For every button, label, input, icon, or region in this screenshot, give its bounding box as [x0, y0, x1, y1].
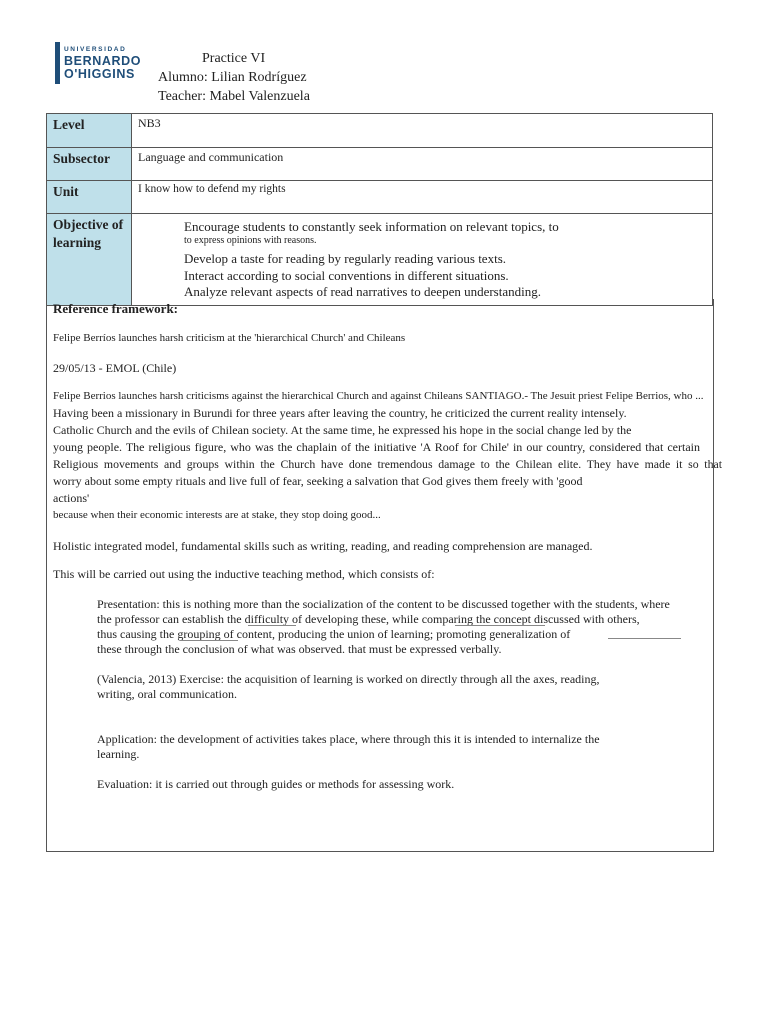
row-level: [47, 114, 713, 148]
logo-bar: [55, 42, 60, 84]
university-logo: [55, 42, 150, 84]
teacher-name: Teacher: Mabel Valenzuela: [158, 89, 310, 104]
objective-item: [162, 284, 541, 300]
objective-text: Interact according to social conventions in different situations.: [184, 268, 509, 283]
article-line: young people. The religious figure, who was the chaplain of the initiative 'A Roof for Chile' in our country, considered that certain: [53, 440, 700, 454]
logo-line-3: O'HIGGINS: [64, 67, 135, 81]
article-line: worry about some empty rituals and live full of fear, seeking a salvation that God gives them freely with 'good: [53, 474, 583, 488]
method-intro: This will be carried out using the inductive teaching method, which consists of:: [53, 567, 435, 581]
objective-label: [47, 214, 132, 306]
subsector-value: Language and communication: [132, 148, 713, 181]
unit-label: Unit: [47, 181, 132, 214]
method-item-line: learning.: [97, 747, 140, 761]
article-line: actions': [53, 491, 90, 505]
objective-item: [162, 219, 559, 235]
spelling-underline: [180, 640, 238, 641]
article-line: Felipe Berrios launches harsh criticisms against the hierarchical Church and against Chileans SANTIAGO.- The Jesuit priest Felipe Berrios, who ...: [53, 390, 704, 402]
document-title: Practice VI: [202, 51, 266, 66]
method-item-line: Evaluation: it is carried out through guides or methods for assessing work.: [97, 777, 455, 791]
method-item-line: the professor can establish the difficulty of developing these, while comparing the concept discussed with others,: [97, 612, 640, 626]
objective-text: Analyze relevant aspects of read narratives to deepen understanding.: [184, 284, 541, 299]
objective-list: [132, 214, 713, 306]
article-line: because when their economic interests are at stake, they stop doing good...: [53, 509, 381, 521]
spelling-underline: [455, 625, 545, 626]
objective-continuation: to express opinions with reasons.: [184, 235, 317, 246]
row-unit: [47, 181, 713, 214]
objective-text: Develop a taste for reading by regularly reading various texts.: [184, 251, 506, 266]
row-objective: [47, 214, 713, 306]
objective-label-line-1: Objective of: [53, 217, 124, 232]
method-item-line: these through the conclusion of what was observed. that must be expressed verbally.: [97, 642, 502, 656]
method-item-line: (Valencia, 2013) Exercise: the acquisition of learning is worked on directly through all the axes, reading,: [97, 672, 600, 686]
student-name: Alumno: Lilian Rodríguez: [158, 70, 307, 85]
method-item-line: writing, oral communication.: [97, 687, 237, 701]
model-text: Holistic integrated model, fundamental skills such as writing, reading, and reading comprehension are managed.: [53, 539, 593, 553]
article-headline: Felipe Berríos launches harsh criticism at the 'hierarchical Church' and Chileans: [53, 332, 406, 344]
objective-item: [162, 268, 509, 284]
article-line: Catholic Church and the evils of Chilean society. At the same time, he expressed his hope in the social change led by the: [53, 423, 632, 437]
blank-line: [608, 638, 681, 639]
article-line: Religious movements and groups within the Church have done tremendous damage to the Chilean elite. They have made it so that: [53, 457, 722, 471]
method-item-line: thus causing the grouping of content, producing the union of learning; promoting generalization of: [97, 627, 571, 641]
logo-text: [64, 47, 141, 81]
logo-line-1: UNIVERSIDAD: [64, 46, 127, 53]
level-value: NB3: [132, 114, 713, 148]
article-line: Having been a missionary in Burundi for three years after leaving the country, he criticized the current reality intensely.: [53, 406, 627, 420]
row-subsector: [47, 148, 713, 181]
reference-heading: Reference framework:: [53, 301, 178, 316]
objective-text: Encourage students to constantly seek information on relevant topics, to: [184, 219, 559, 234]
objective-item: [162, 251, 506, 267]
method-item-line: Presentation: this is nothing more than the socialization of the content to be discussed together with the students, where: [97, 597, 670, 611]
unit-value: I know how to defend my rights: [132, 181, 713, 214]
objective-label-line-2: learning: [53, 235, 102, 250]
lesson-info-table: [46, 113, 713, 306]
spelling-underline: [248, 625, 296, 626]
article-date-source: 29/05/13 - EMOL (Chile): [53, 361, 177, 375]
logo-line-2: BERNARDO: [64, 53, 142, 68]
subsector-label: Subsector: [47, 148, 132, 181]
method-item-line: Application: the development of activities takes place, where through this it is intended to internalize the: [97, 732, 600, 746]
level-label: Level: [47, 114, 132, 148]
